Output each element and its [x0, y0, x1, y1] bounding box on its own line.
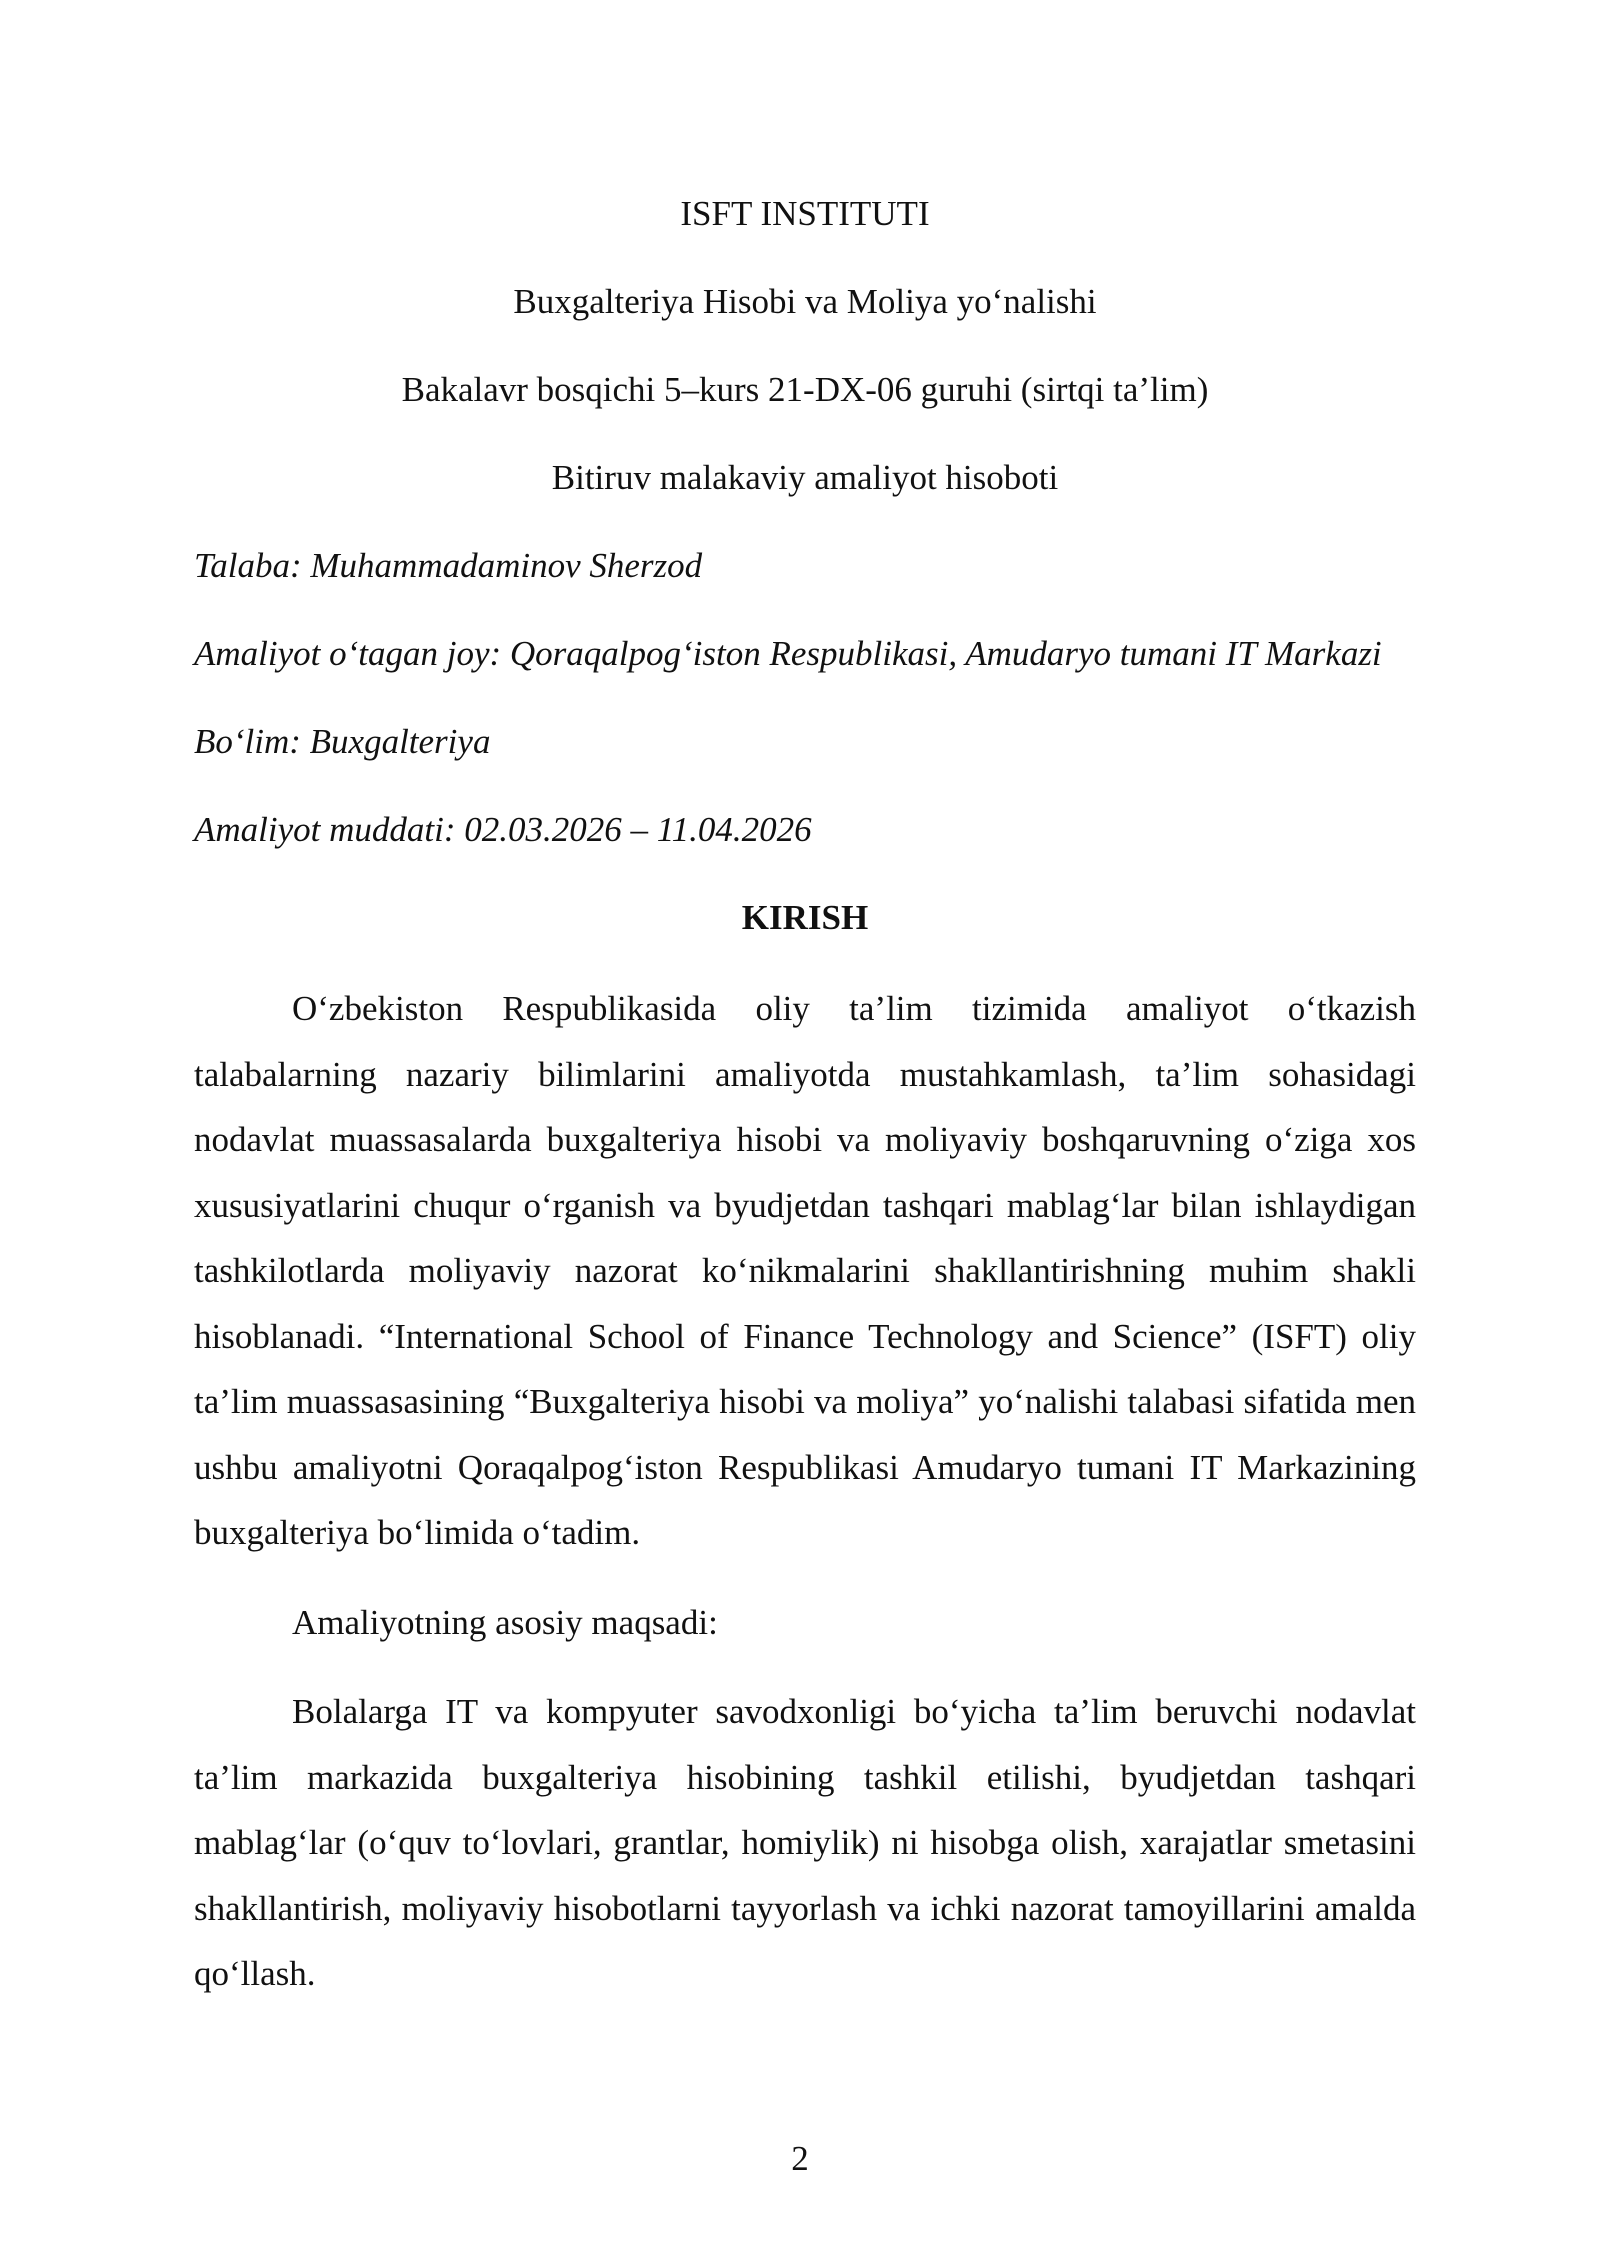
goal-label-paragraph: Amaliyotning asosiy maqsadi: — [292, 1602, 718, 1642]
section-heading: KIRISH — [741, 898, 869, 937]
intro-paragraph: O‘zbekiston Respublikasida oliy ta’lim tizimida amaliyot o‘tkazish talabalarning nazariy bilimlarini amaliyotda mustahkamlash, ta’lim sohasidagi nodavlat muassasalarda buxgalteriya hisobi va moliyaviy boshqaruvning o‘ziga xos xususiyatlarini chuqur o‘rganish va byudjetdan tashqari mablag‘lar bilan ishlaydigan tashkilotlarda moliyaviy nazorat ko‘nikmalarini shakllantirishning muhim shakli hisoblanadi. “International School of Finance Technology and Science” (ISFT) oliy ta’lim muassasasining “Buxgalteriya hisobi va moliya” yo‘nalishi talabasi sifatida men ushbu amaliyotni Qoraqalpog‘iston Respublikasi Amudaryo tumani IT Markazining buxgalteriya bo‘limida o‘tadim. — [194, 989, 1416, 1552]
department-line: Bo‘lim: Buxgalteriya — [194, 722, 491, 761]
study-level-line: Bakalavr bosqichi 5–kurs 21-DX-06 guruhi (sirtqi ta’lim) — [401, 370, 1209, 409]
institute-name: ISFT INSTITUTI — [680, 194, 930, 233]
page-content — [194, 190, 1416, 2031]
page-number: 2 — [791, 2139, 809, 2178]
report-title: Bitiruv malakaviy amaliyot hisoboti — [551, 458, 1059, 497]
goal-paragraph: Bolalarga IT va kompyuter savodxonligi bo‘yicha ta’lim beruvchi nodavlat ta’lim markazida buxgalteriya hisobining tashkil etilishi, byudjetdan tashqari mablag‘lar (o‘quv to‘lovlari, grantlar, homiylik) ni hisobga olish, xarajatlar smetasini shakllantirish, moliyaviy hisobotlarni tayyorlash va ichki nazorat tamoyillarini amalda qo‘llash. — [194, 1692, 1416, 1993]
direction-line: Buxgalteriya Hisobi va Moliya yo‘nalishi — [513, 282, 1097, 321]
practice-place-line: Amaliyot o‘tagan joy: Qoraqalpog‘iston Respublikasi, Amudaryo tumani IT Markazi — [194, 634, 1382, 673]
student-line: Talaba: Muhammadaminov Sherzod — [194, 546, 703, 585]
practice-period-line: Amaliyot muddati: 02.03.2026 – 11.04.2026 — [194, 810, 812, 849]
